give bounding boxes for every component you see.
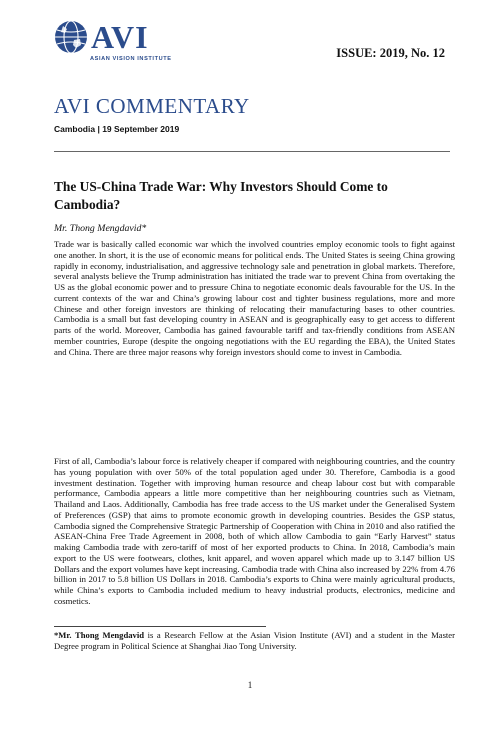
author-byline: Mr. Thong Mengdavid* <box>54 223 147 234</box>
globe-icon <box>54 20 88 54</box>
avi-logo <box>54 18 174 66</box>
page-number: 1 <box>247 680 253 690</box>
header-divider <box>54 151 450 152</box>
dateline: Cambodia | 19 September 2019 <box>54 124 180 134</box>
footnote-author-name: *Mr. Thong Mengdavid <box>54 630 145 640</box>
footnote-text: is a Research Fellow at the Asian Vision Institute (AVI) and a student in the Master Degree program in Political Science at Shanghai Jiao Tong University. <box>54 630 455 651</box>
logo-wordmark: AVI <box>91 19 149 55</box>
paragraph-labour: First of all, Cambodia’s labour force is relatively cheaper if compared with neighbouring countries, and the country has young population with over 50% of the total population aged under 30. Therefore, Cambodia is a good investment destination. Together with improving human resource and cheap labour cost but with comparable performance, Cambodia appears a little more competitive than her neighbouring countries such as Vietnam, Thailand and Laos. Additionally, Cambodia has free trade access to the US market under the Generalised System of Preferences (GSP) that aims to promote economic growth in developing countries. Besides the GSP status, Cambodia signed the Comprehensive Strategic Partnership of Cooperation with China in 2010 and also ratified the ASEAN-China Free Trade Agreement in 2008, both of which allow Cambodia to gain “Early Harvest” status making Cambodia trade with zero-tariff of most of her exported products to China. In 2018, Cambodia’s main export to the US were footwears, clothes, knit apparel, and woven apparel which made up to 3.147 billion US Dollars and the export volumes have kept increasing. Cambodia trade with China also increased by 22% from 4.76 billion in 2017 to 5.8 billion US Dollars in 2018. Cambodia’s exports to China were mainly agricultural products, while China’s exports to Cambodia included medium to heavy industrial products, electronics, medicine and cosmetics. <box>54 456 455 606</box>
issue-number: ISSUE: 2019, No. 12 <box>336 46 445 60</box>
article-title: The US-China Trade War: Why Investors Should Come to Cambodia? <box>54 179 388 212</box>
logo-subtitle: ASIAN VISION INSTITUTE <box>90 56 172 62</box>
paragraph-intro: Trade war is basically called economic war which the involved countries employ economic tools to fight against one another. In short, it is the use of economic means for political ends. The United States is seeing China growing rapidly in economy, industrialisation, and aggressive technology sale and penetration in global markets. Therefore, several analysts believe the Trump administration has initiated the trade war to prevent China from overtaking the US as the global economic power and to pressure China to negotiate economic deals favourable for the US. In the current contexts of the war and China’s growing labour cost and tighter business regulations, more and more Chinese and other foreign investors are thinking of relocating their manufacturing bases to other countries. Cambodia is a small but fast developing country in ASEAN and is geographically easy to get access to different parts of the world. Moreover, Cambodia has gained favourable tariff and tax-friendly conditions from ASEAN member countries, Europe (despite the ongoing negotiations with the EU regarding the EBA), the United States and China. There are three major reasons why foreign investors should come to invest in Cambodia. <box>54 239 455 357</box>
series-title: AVI COMMENTARY <box>54 94 250 118</box>
author-footnote <box>54 630 455 652</box>
footnote-divider <box>54 626 266 627</box>
